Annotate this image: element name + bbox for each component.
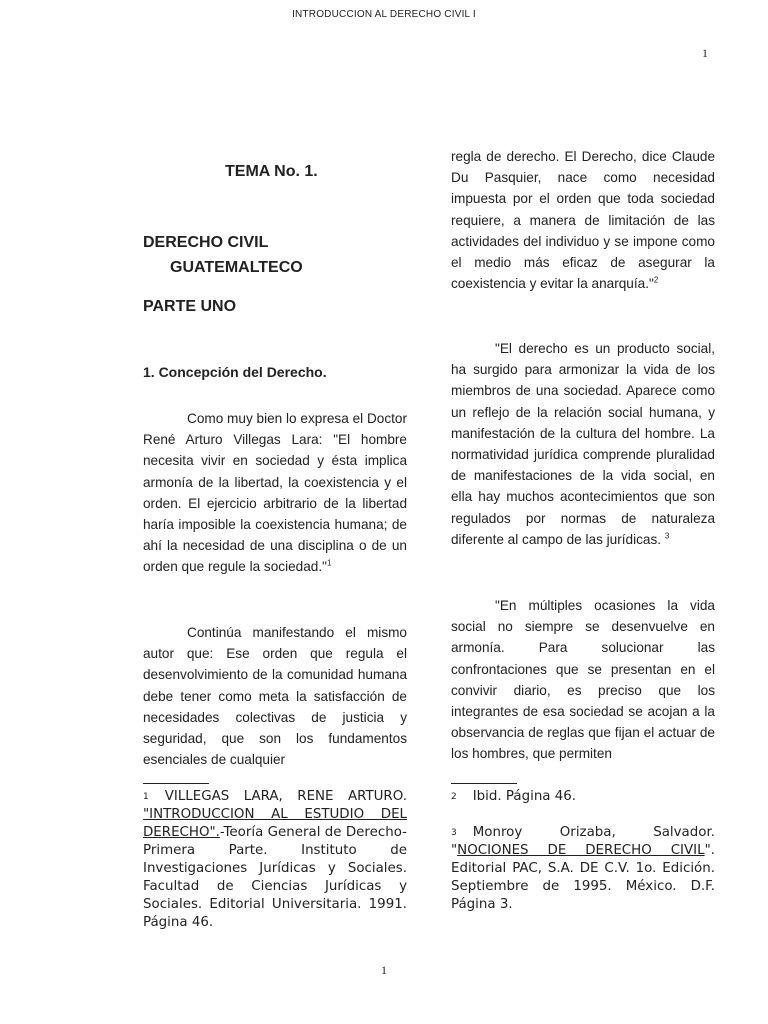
footnote-separator-left <box>143 783 209 784</box>
footnote-3-title: NOCIONES DE DERECHO CIVIL <box>457 843 705 858</box>
footnote-3-details: ". Editorial PAC, S.A. DE C.V. 1o. Edición. Septiembre de 1995. México. D.F. Página 3. <box>451 843 715 912</box>
right-paragraph-2-text: "El derecho es un producto social, ha surgido para armonizar la vida de los miembros de una sociedad. Aparece como un reflejo de la relación social humana, y manifestación de la cultura del hombre. La normatividad jurídica comprende pluralidad de manifestaciones de la vida social, en ella hay muchos acontecimientos que son regulados por normas de naturaleza diferente al campo de las jurídicas. <box>451 341 715 547</box>
footnote-2-mark: 2 <box>451 792 457 802</box>
left-paragraph-1-text: Como muy bien lo expresa el Doctor René Arturo Villegas Lara: "El hombre necesita vivir en sociedad y ésta implica armonía de la libertad, la coexistencia y el orden. El ejercicio arbitrario de la libertad haría imposible la coexistencia humana; de ahí la necesidad de una disciplina o de un orden que regule la sociedad." <box>143 411 407 575</box>
footnote-separator-right <box>451 783 517 784</box>
footnote-3-mark: 3 <box>451 828 457 838</box>
footnote-1 <box>143 788 407 932</box>
right-paragraph-2 <box>451 338 715 550</box>
right-paragraph-3: "En múltiples ocasiones la vida social no siempre se desenvuelve en armonía. Para solucionar las confrontaciones que se presentan en el convivir diario, es preciso que los integrantes de esa sociedad se acojan a la observancia de reglas que fijan el actuar de los hombres, que permiten <box>451 598 715 762</box>
right-paragraph-1 <box>451 146 715 294</box>
right-paragraph-1-text: regla de derecho. El Derecho, dice Claude Du Pasquier, nace como necesidad impuesta por el orden que toda sociedad requiere, a manera de limitación de las actividades del individuo y se impone como el medio más eficaz de asegurar la coexistencia y evitar la anarquía." <box>451 149 715 292</box>
footnote-1-mark: 1 <box>143 792 149 802</box>
running-header: INTRODUCCION AL DERECHO CIVIL I <box>292 9 476 20</box>
footnote-ref-1[interactable]: 1 <box>326 558 332 568</box>
chapter-title <box>143 230 407 280</box>
footnote-3-author: Monroy Orizaba, Salvador. " <box>451 825 715 858</box>
page-number-bottom: 1 <box>381 963 387 977</box>
chapter-title-line-1: DERECHO CIVIL <box>143 234 269 251</box>
left-paragraph-2: Continúa manifestando el mismo autor que: Ese orden que regula el desenvolvimiento de la comunidad humana debe tener como meta la satisfacción de necesidades colectivas de justicia y seguridad, que son los fundamentos esenciales de cualquier <box>143 625 407 768</box>
footnote-ref-2[interactable]: 2 <box>653 275 659 285</box>
section-heading: 1. Concepción del Derecho. <box>143 364 327 380</box>
topic-title: TEMA No. 1. <box>225 163 318 180</box>
chapter-title-line-2: GUATEMALTECO <box>170 259 303 276</box>
footnote-3 <box>451 824 715 914</box>
footnote-2-text: Ibid. Página 46. <box>472 789 577 804</box>
left-paragraph-1 <box>143 408 407 578</box>
footnote-ref-3[interactable]: 3 <box>664 531 670 541</box>
footnote-1-details: -Teoría General de Derecho- Primera Parte. Instituto de Investigaciones Jurídicas y Sociales. Facultad de Ciencias Jurídicas y Sociales. Editorial Universitaria. 1991. Página 46. <box>143 825 407 930</box>
page-number-top: 1 <box>702 46 708 60</box>
footnote-1-author: VILLEGAS LARA, RENE ARTURO. <box>164 789 407 804</box>
footnote-2 <box>451 788 715 806</box>
footnote-1-title: "INTRODUCCION AL ESTUDIO DEL DERECHO". <box>143 807 407 840</box>
part-title: PARTE UNO <box>143 298 237 315</box>
